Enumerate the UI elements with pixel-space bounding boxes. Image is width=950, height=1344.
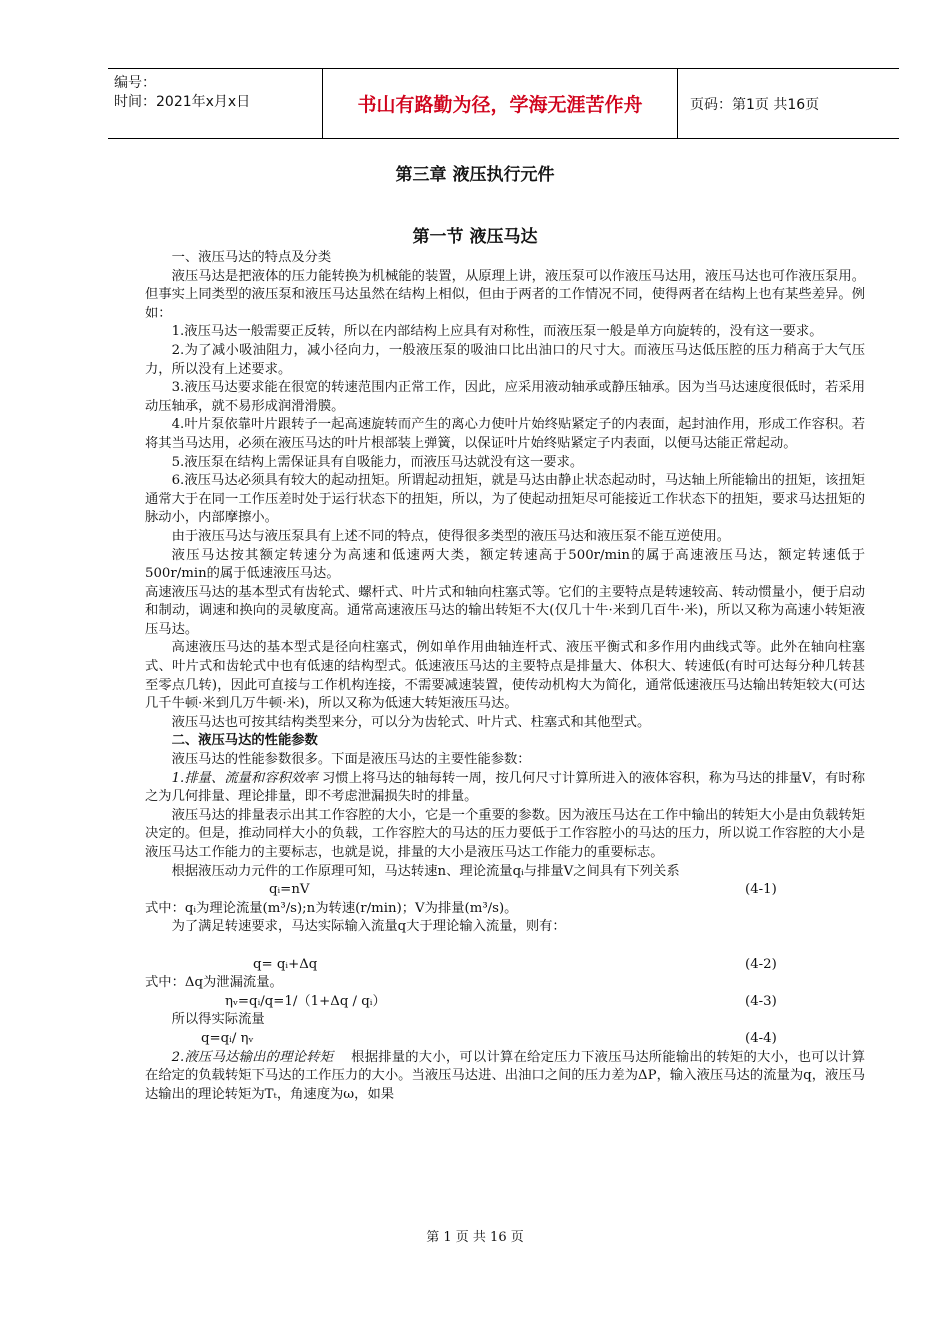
paragraph: 液压马达也可按其结构类型来分，可以分为齿轮式、叶片式、柱塞式和其他型式。 [171, 714, 651, 730]
paragraph: 3.液压马达要求能在很宽的转速范围内正常工作，因此，应采用液动轴承或静压轴承。因为当马达速度很低时，若采用动压轴承，就不易形成润滑滑膜。 [145, 380, 865, 414]
paragraph: 为了满足转速要求，马达实际输入流量q大于理论输入流量，则有： [171, 919, 566, 935]
page-header [108, 68, 899, 139]
paragraph: 5.液压泵在结构上需保证具有自吸能力，而液压马达就没有这一要求。 [171, 454, 584, 470]
equation-4-1: qᵢ=nV (4-1) [269, 882, 777, 898]
equation-4-3: ηᵥ=qᵢ/q=1/（1+Δq / qᵢ） (4-3) [225, 993, 777, 1009]
paragraph: 式中：Δq为泄漏流量。 [145, 975, 283, 991]
paragraph: 液压马达是把液体的压力能转换为机械能的装置，从原理上讲，液压泵可以作液压马达用，液压马达也可作液压泵用。但事实上同类型的液压泵和液压马达虽然在结构上相似，但由于两者的工作情况不同，使得两者在结构上也有某些差异。例如： [145, 268, 865, 321]
page-footer: 第 1 页 共 16 页 [426, 1230, 524, 1245]
date-label: 时间：2021年x月x日 [114, 94, 251, 110]
paragraph: 由于液压马达与液压泵具有上述不同的特点，使得很多类型的液压马达和液压泵不能互逆使用。 [171, 528, 731, 544]
paragraph: 液压马达的性能参数很多。下面是液压马达的主要性能参数： [171, 752, 531, 768]
paragraph: 高速液压马达的基本型式有齿轮式、螺杆式、叶片式和轴向柱塞式等。它们的主要特点是转速较高、转动惯量小，便于启动和制动，调速和换向的灵敏度高。通常高速液压马达的输出转矩不大(仅几十牛·米到几百牛·米)，所以又称为高速小转矩液压马达。 [145, 584, 865, 637]
paragraph: 2.为了减小吸油阻力，减小径向力，一般液压泵的吸油口比出油口的尺寸大。而液压马达低压腔的压力稍高于大气压力，所以没有上述要求。 [145, 342, 865, 377]
paragraph: 4.叶片泵依靠叶片跟转子一起高速旋转而产生的离心力使叶片始终贴紧定子的内表面，起封油作用，形成工作容积。若将其当马达用，必须在液压马达的叶片根部装上弹簧，以保证叶片始终贴紧定子内表面，以便马达能正常起动。 [145, 417, 865, 451]
header-motto-cell [322, 69, 678, 138]
equation-4-2: q= qᵢ+Δq (4-2) [253, 956, 777, 972]
paragraph: 1.排量、流量和容积效率 习惯上将马达的轴每转一周，按几何尺寸计算所进入的液体容积，称为马达的排量V，有时称之为几何排量、理论排量，即不考虑泄漏损失时的排量。 [145, 770, 866, 805]
paragraph: 2.液压马达输出的理论转矩 根据排量的大小，可以计算在给定压力下液压马达所能输出的转矩的大小，也可以计算在给定的负载转矩下马达的工作压力的大小。当液压马达进、出油口之间的压力差为ΔP，输入液压马达的流量为q，液压马达输出的理论转矩为Tₜ，角速度为ω，如果 [145, 1049, 866, 1102]
subheading-displacement: 1.排量、流量和容积效率 [171, 770, 318, 786]
section-title: 第一节 液压马达 [412, 227, 538, 247]
document-body [145, 249, 865, 1104]
paragraph: 根据液压动力元件的工作原理可知，马达转速n、理论流量qᵢ与排量V之间具有下列关系 [171, 863, 680, 879]
chapter-title: 第三章 液压执行元件 [395, 165, 555, 185]
paragraph: 液压马达按其额定转速分为高速和低速两大类，额定转速高于500r/min的属于高速液压马达，额定转速低于500r/min的属于低速液压马达。 [145, 547, 865, 582]
paragraph: 液压马达的排量表示出其工作容腔的大小，它是一个重要的参数。因为液压马达在工作中输出的转矩大小是由负载转矩决定的。但是，推动同样大小的负载，工作容腔大的马达的压力要低于工作容腔小的马达的压力，所以说工作容腔的大小是液压马达工作能力的主要标志，也就是说，排量的大小是液压马达工作能力的重要标志。 [145, 807, 865, 860]
header-meta [114, 74, 250, 112]
page-info: 页码：第1页 共16页 [690, 96, 820, 113]
motto-text: 书山有路勤为径，学海无涯苦作舟 [357, 94, 643, 116]
paragraph: 所以得实际流量 [171, 1012, 265, 1028]
heading-features: 一、液压马达的特点及分类 [171, 250, 332, 265]
subheading-torque: 2.液压马达输出的理论转矩 [171, 1049, 334, 1065]
code-label: 编号： [114, 75, 156, 91]
equation-4-4: q=qᵢ/ ηᵥ (4-4) [201, 1030, 777, 1046]
paragraph: 高速液压马达的基本型式是径向柱塞式，例如单作用曲轴连杆式、液压平衡式和多作用内曲线式等。此外在轴向柱塞式、叶片式和齿轮式中也有低速的结构型式。低速液压马达的主要特点是排量大、体积大、转速低(有时可达每分种几转甚至零点几转)，因此可直接与工作机构连接，不需要减速装置，使传动机构大为简化，通常低速液压马达输出转矩较大(可达几千牛顿·米到几万牛顿·米)，所以又称为低速大转矩液压马达。 [145, 640, 865, 712]
heading-performance: 二、液压马达的性能参数 [171, 733, 318, 749]
paragraph: 1.液压马达一般需要正反转，所以在内部结构上应具有对称性，而液压泵一般是单方向旋转的，没有这一要求。 [171, 324, 823, 340]
paragraph: 6.液压马达必须具有较大的起动扭矩。所谓起动扭矩，就是马达由静止状态起动时，马达轴上所能输出的扭矩，该扭矩通常大于在同一工作压差时处于运行状态下的扭矩，所以，为了使起动扭矩尽可能接近工作状态下的扭矩，要求马达扭矩的脉动小，内部摩擦小。 [145, 473, 865, 526]
paragraph: 式中：qᵢ为理论流量(m³/s);n为转速(r/min)；V为排量(m³/s)。 [145, 900, 518, 916]
